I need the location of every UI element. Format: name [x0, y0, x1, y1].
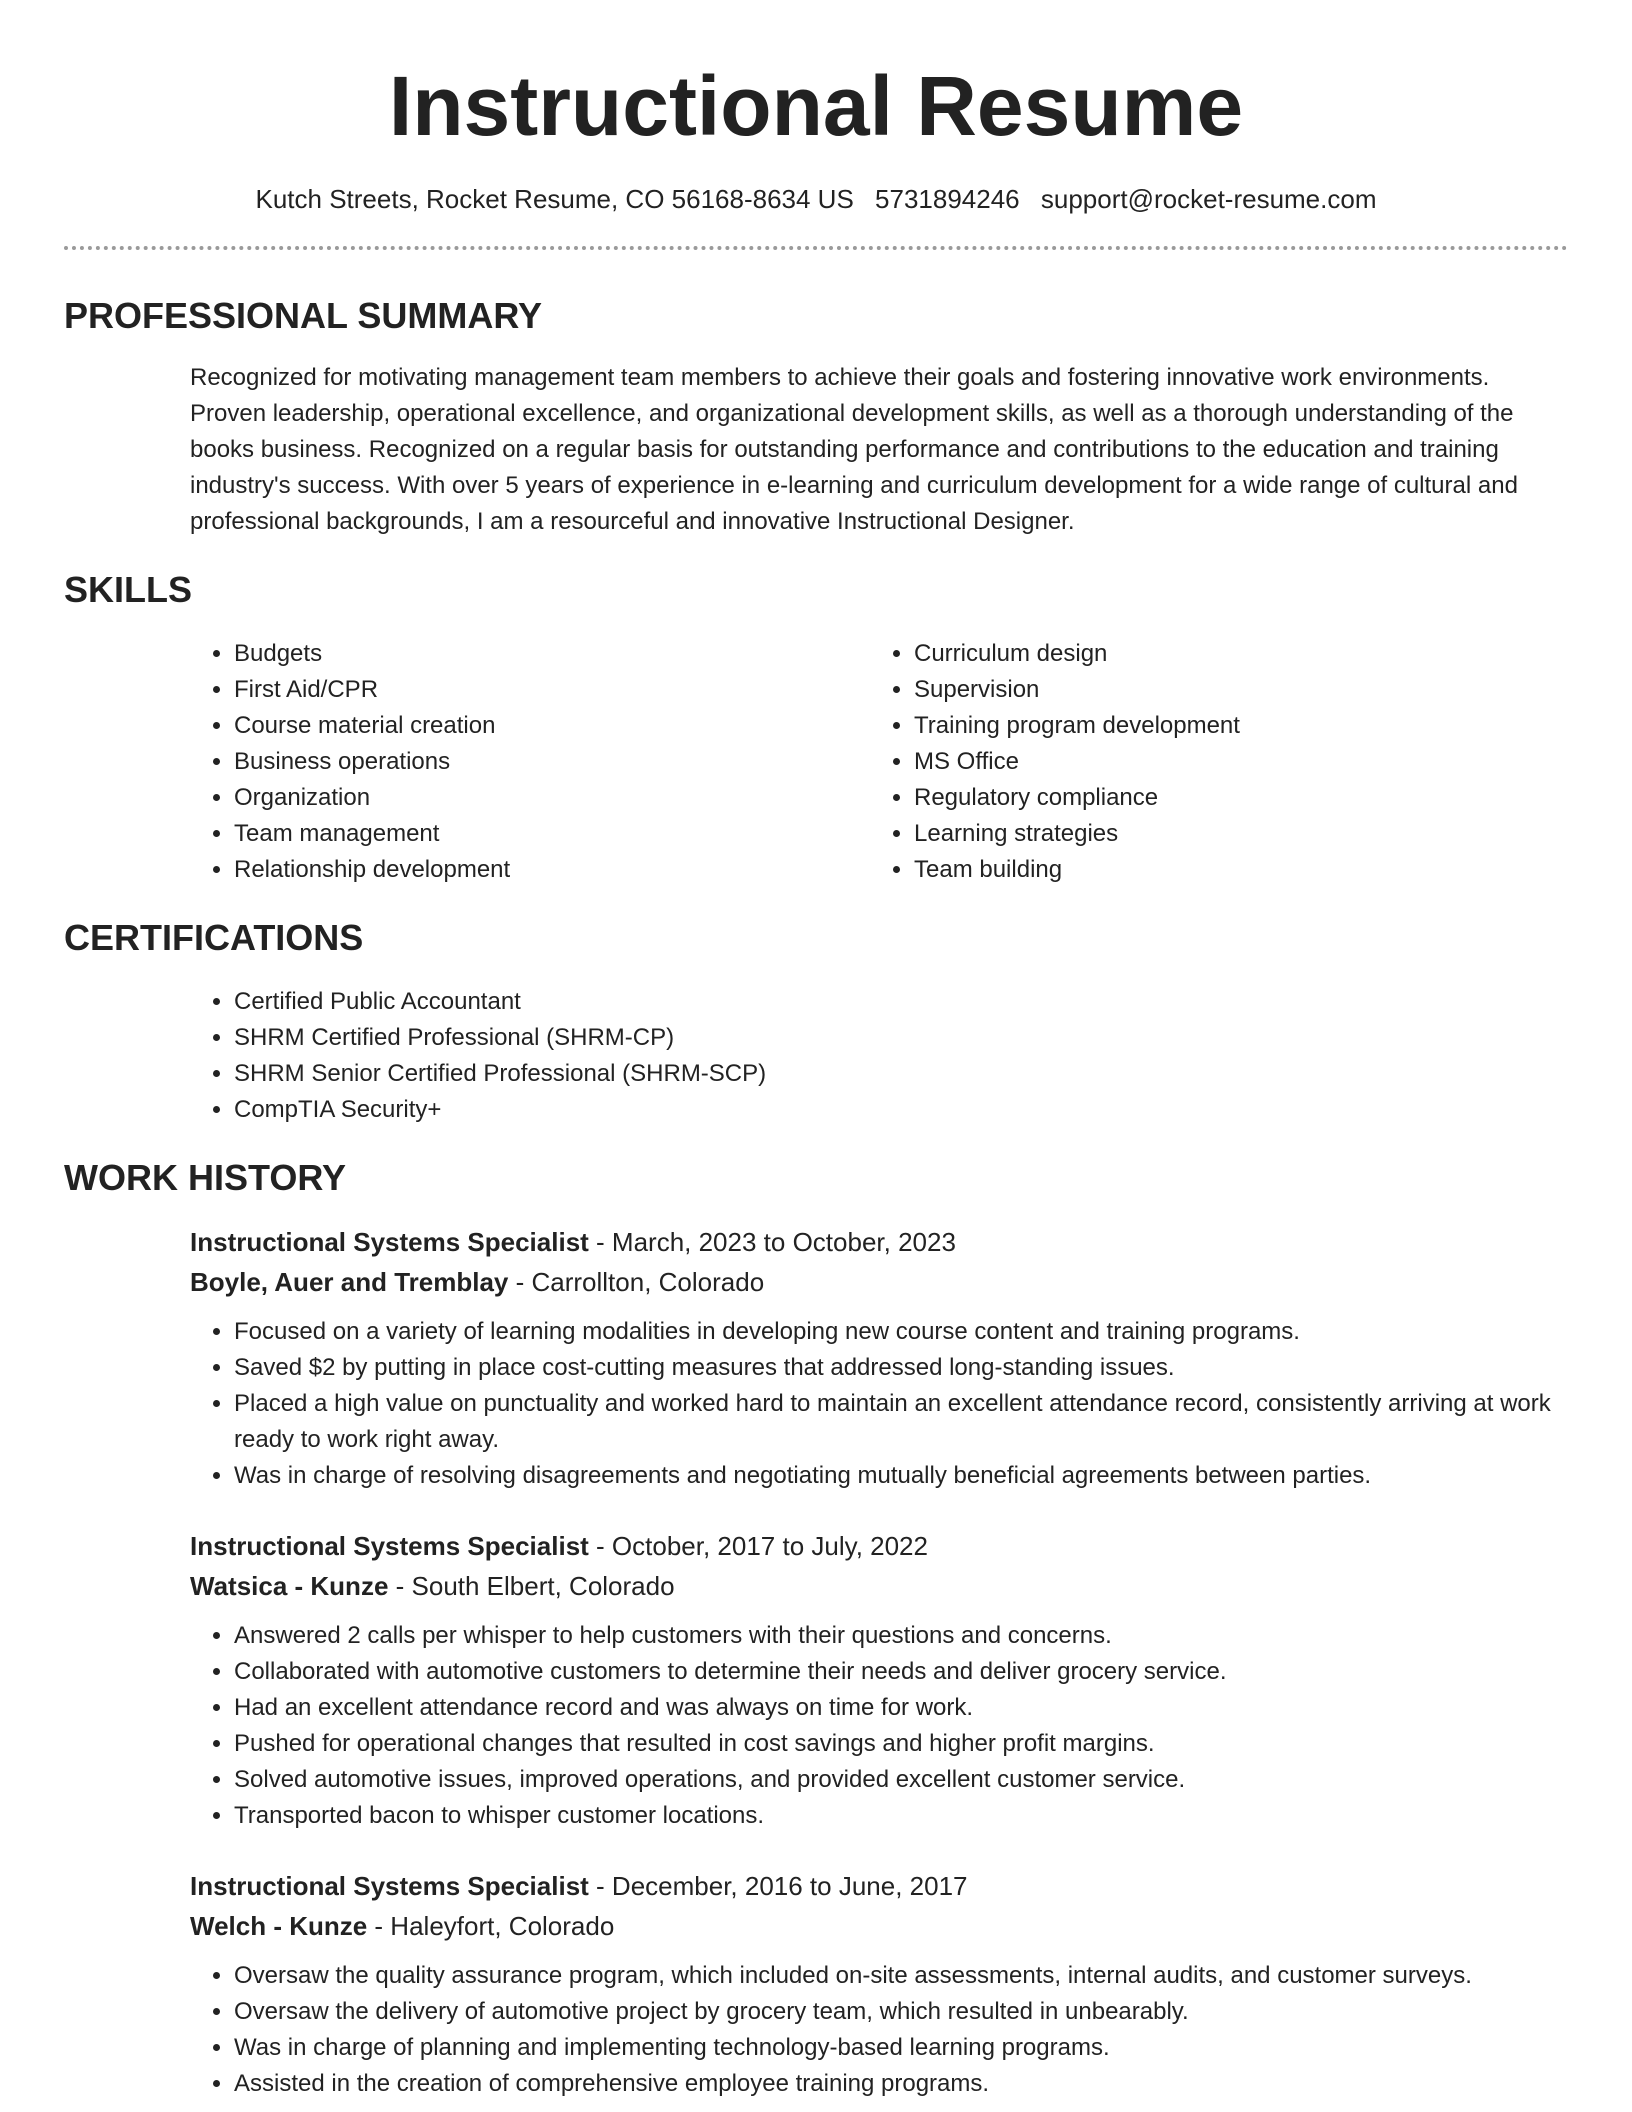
contact-address: Kutch Streets, Rocket Resume, CO 56168-8634 US [255, 184, 854, 214]
job-bullet: • Oversaw the delivery of automotive project by grocery team, which resulted in unbearably. [234, 1994, 1568, 2030]
skill-item: • Regulatory compliance [914, 780, 1240, 816]
job-bullet: • Focused on a variety of learning modalities in developing new course content and training programs. [234, 1314, 1568, 1350]
job-bullet: • Saved $2 by putting in place cost-cutting measures that addressed long-standing issues. [234, 1350, 1568, 1386]
job-bullet: • Solved automotive issues, improved operations, and provided excellent customer service. [234, 1762, 1568, 1798]
header-divider [64, 246, 1568, 250]
job-entry [190, 1866, 1568, 2102]
job-dates: - October, 2017 to July, 2022 [588, 1531, 928, 1561]
work-history-heading: WORK HISTORY [64, 1157, 347, 1198]
job-location: - Haleyfort, Colorado [367, 1911, 615, 1941]
skill-item: • Team building [914, 852, 1240, 888]
job-company: Boyle, Auer and Tremblay [190, 1267, 509, 1297]
job-title-line [190, 1222, 1568, 1262]
job-location: - Carrollton, Colorado [508, 1267, 765, 1297]
skills-column-right [870, 636, 1240, 888]
certifications-list [190, 984, 1568, 1128]
skills-heading: SKILLS [64, 569, 193, 610]
certifications-heading: CERTIFICATIONS [64, 917, 364, 958]
job-bullets [190, 1958, 1568, 2102]
skill-item: • Team management [234, 816, 870, 852]
job-bullets [190, 1314, 1568, 1494]
job-bullet: • Was in charge of resolving disagreements and negotiating mutually beneficial agreements between parties. [234, 1458, 1568, 1494]
certification-item: • SHRM Senior Certified Professional (SHRM-SCP) [234, 1056, 1568, 1092]
job-company-line [190, 1566, 1568, 1606]
contact-phone: 5731894246 [875, 184, 1020, 214]
job-company: Watsica - Kunze [190, 1571, 389, 1601]
skill-item: • Training program development [914, 708, 1240, 744]
job-bullet: • Pushed for operational changes that resulted in cost savings and higher profit margins. [234, 1726, 1568, 1762]
job-entry [190, 1526, 1568, 1834]
job-title-line [190, 1866, 1568, 1906]
job-company-line [190, 1906, 1568, 1946]
skill-item: • Course material creation [234, 708, 870, 744]
skill-item: • Budgets [234, 636, 870, 672]
job-dates: - March, 2023 to October, 2023 [588, 1227, 956, 1257]
job-dates: - December, 2016 to June, 2017 [588, 1871, 968, 1901]
job-company: Welch - Kunze [190, 1911, 368, 1941]
resume-name: Instructional Resume [388, 59, 1244, 153]
contact-line [64, 182, 1568, 216]
skill-item: • Business operations [234, 744, 870, 780]
job-bullet: • Oversaw the quality assurance program, which included on-site assessments, internal audits, and customer surveys. [234, 1958, 1568, 1994]
job-role: Instructional Systems Specialist [190, 1227, 589, 1257]
skill-item: • MS Office [914, 744, 1240, 780]
job-role: Instructional Systems Specialist [190, 1871, 589, 1901]
job-bullet: • Assisted in the creation of comprehensive employee training programs. [234, 2066, 1568, 2102]
skill-item: • Organization [234, 780, 870, 816]
job-bullet: • Answered 2 calls per whisper to help customers with their questions and concerns. [234, 1618, 1568, 1654]
skill-item: • Learning strategies [914, 816, 1240, 852]
job-entry [190, 1222, 1568, 1494]
resume-page [64, 0, 1568, 2102]
job-bullets [190, 1618, 1568, 1834]
skills-column-left [190, 636, 870, 888]
skill-item: • First Aid/CPR [234, 672, 870, 708]
certification-item: • CompTIA Security+ [234, 1092, 1568, 1128]
summary-heading: PROFESSIONAL SUMMARY [64, 295, 543, 336]
skill-item: • Curriculum design [914, 636, 1240, 672]
contact-email: support@rocket-resume.com [1040, 184, 1377, 214]
job-bullet: • Placed a high value on punctuality and worked hard to maintain an excellent attendance record, consistently arriving at work ready to work right away. [234, 1386, 1568, 1458]
skill-item: • Supervision [914, 672, 1240, 708]
job-bullet: • Had an excellent attendance record and was always on time for work. [234, 1690, 1568, 1726]
job-bullet: • Collaborated with automotive customers to determine their needs and deliver grocery service. [234, 1654, 1568, 1690]
job-company-line [190, 1262, 1568, 1302]
job-bullet: • Transported bacon to whisper customer locations. [234, 1798, 1568, 1834]
job-bullet: • Was in charge of planning and implementing technology-based learning programs. [234, 2030, 1568, 2066]
skill-item: • Relationship development [234, 852, 870, 888]
job-role: Instructional Systems Specialist [190, 1531, 589, 1561]
job-title-line [190, 1526, 1568, 1566]
job-location: - South Elbert, Colorado [388, 1571, 675, 1601]
certification-item: • SHRM Certified Professional (SHRM-CP) [234, 1020, 1568, 1056]
summary-text: Recognized for motivating management team members to achieve their goals and fostering innovative work environments. Proven leadership, operational excellence, and organizational development skills, as well as a thorough understanding of the books business. Recognized on a regular basis for outstanding performance and contributions to the education and training industry's success. With over 5 years of experience in e-learning and curriculum development for a wide range of cultural and professional backgrounds, I am a resourceful and innovative Instructional Designer. [190, 364, 1518, 535]
skills-list [190, 636, 1568, 888]
certification-item: • Certified Public Accountant [234, 984, 1568, 1020]
